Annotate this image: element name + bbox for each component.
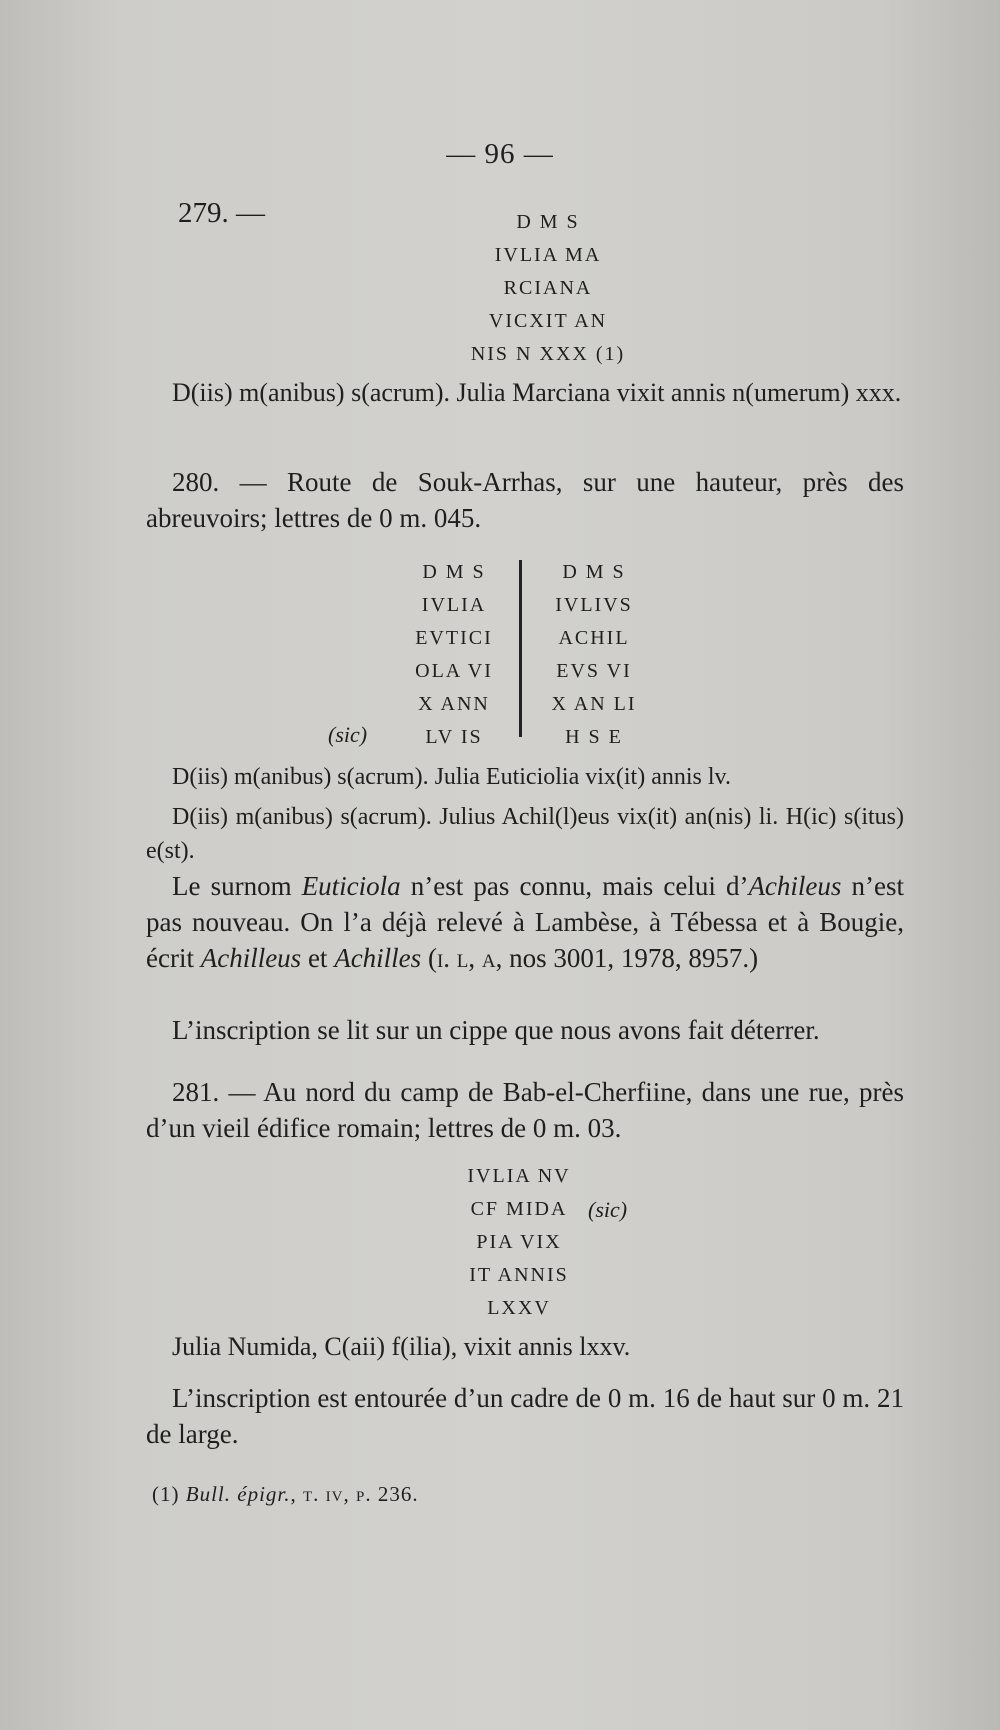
inscription-line: CF MIDA: [470, 1198, 568, 1220]
comment-text: , nos 3001, 1978, 8957.): [495, 943, 759, 973]
inscription-line: IT ANNIS: [469, 1264, 569, 1286]
page-number: — 96 —: [446, 138, 554, 170]
inscription-line: H S E: [565, 726, 623, 748]
inscription-280-left: [394, 556, 514, 754]
transcription-280-b: D(iis) m(anibus) s(acrum). Julius Achil(l)eus vix(it) an(nis) li. H(ic) s(itus) e(st).: [146, 804, 904, 864]
inscription-line: VICXIT AN: [488, 310, 608, 332]
comment-text: n’est pas nouveau. On l’a déjà relevé à Lambèse, à Tébessa et à Bougie, écrit: [146, 871, 905, 973]
inscription-line: IVLIVS: [555, 594, 633, 616]
surname-euticiola: Euticiola: [301, 871, 401, 901]
inscription-280-right: [534, 556, 654, 754]
surname-achileus: Achileus: [748, 871, 842, 901]
inscription-279: [468, 206, 628, 371]
transcription-280-a: D(iis) m(anibus) s(acrum). Julia Euticiolia vix(it) annis lv.: [172, 764, 731, 790]
inscription-281: [446, 1160, 592, 1325]
footnote-1: [152, 1482, 419, 1507]
inscription-line: EVS VI: [556, 660, 632, 682]
inscription-line: LXXV: [487, 1297, 551, 1319]
inscription-line: X AN LI: [551, 693, 637, 715]
footnote-reference: , t. iv, p. 236.: [290, 1482, 419, 1506]
column-divider: [519, 560, 522, 737]
transcription-281: Julia Numida, C(aii) f(ilia), vixit annis lxxv.: [172, 1332, 631, 1361]
inscription-line: LV IS: [425, 726, 483, 748]
footnote-mark: (1): [152, 1482, 186, 1506]
inscription-line: D M S: [516, 211, 580, 233]
sic-note-280: (sic): [328, 722, 368, 747]
transcription-279: D(iis) m(anibus) s(acrum). Julia Marciana vixit annis n(umerum) xxx.: [172, 378, 902, 407]
surname-achilles: Achilles: [334, 943, 422, 973]
inscription-line: IVLIA NV: [467, 1165, 571, 1187]
comment-280: [146, 868, 904, 976]
entry-279-number: 279. —: [178, 197, 265, 229]
inscription-line: PIA VIX: [476, 1231, 562, 1253]
comment-text: Le surnom: [172, 871, 302, 901]
entry-281-heading: 281. — Au nord du camp de Bab-el-Cherfiine, dans une rue, près d’un vieil édifice romain; lettres de 0 m. 03.: [146, 1077, 904, 1143]
corpus-reference: i. l, a: [436, 943, 496, 973]
inscription-line: IVLIA MA: [494, 244, 602, 266]
surname-achilleus: Achilleus: [200, 943, 302, 973]
footnote-source: Bull. épigr.: [185, 1482, 291, 1506]
inscription-line: OLA VI: [415, 660, 493, 682]
inscription-line: ACHIL: [558, 627, 630, 649]
inscription-line: D M S: [562, 561, 626, 583]
comment-text: (: [421, 943, 437, 973]
inscription-line: EVTICI: [415, 627, 493, 649]
sic-note-281: (sic): [588, 1197, 628, 1222]
inscription-line: RCIANA: [503, 277, 593, 299]
entry-280-heading: 280. — Route de Souk-Arrhas, sur une hauteur, près des abreuvoirs; lettres de 0 m. 045.: [146, 467, 904, 533]
inscription-line: D M S: [422, 561, 486, 583]
inscription-line: NIS N XXX (1): [470, 343, 626, 365]
comment-281: L’inscription est entourée d’un cadre de 0 m. 16 de haut sur 0 m. 21 de large.: [146, 1383, 904, 1449]
inscription-line: IVLIA: [421, 594, 487, 616]
comment-text: n’est pas connu, mais celui d’: [400, 871, 749, 901]
comment-280-cippe: L’inscription se lit sur un cippe que nous avons fait déterrer.: [172, 1015, 820, 1045]
comment-text: et: [301, 943, 335, 973]
inscription-line: X ANN: [418, 693, 490, 715]
